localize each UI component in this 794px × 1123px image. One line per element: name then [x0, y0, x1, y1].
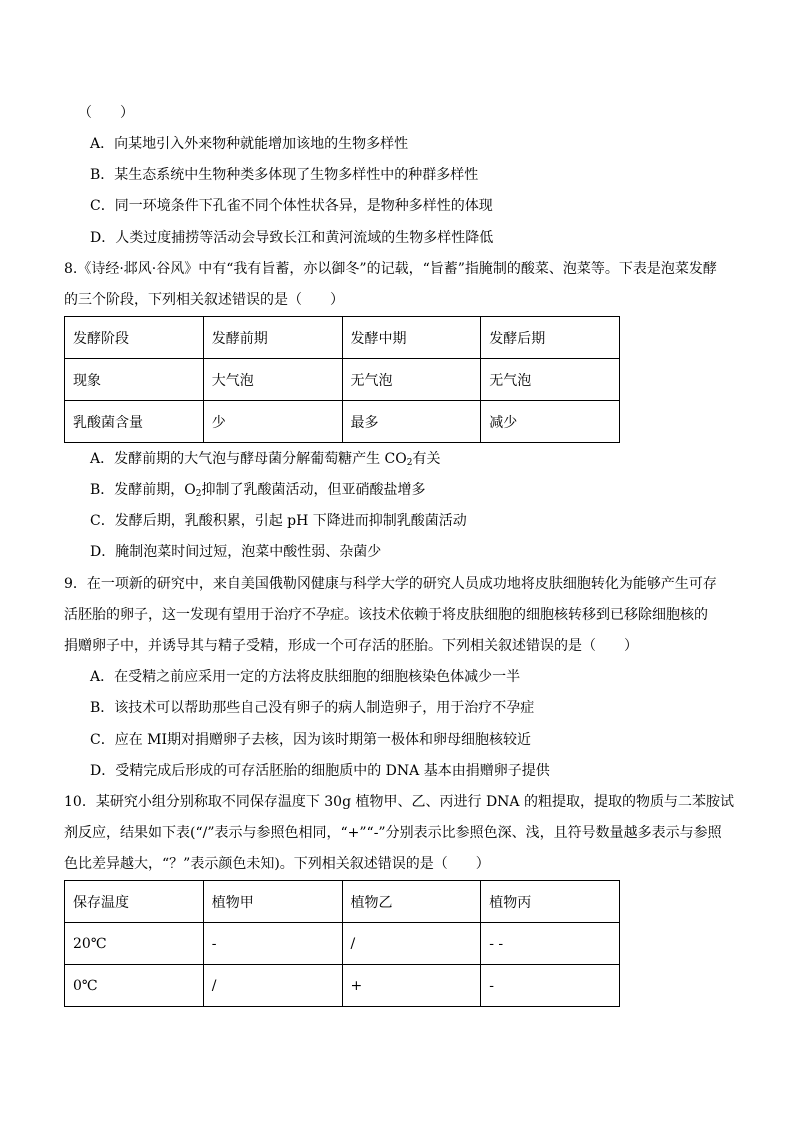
- q7-option-d: D．人类过度捕捞等活动会导致长江和黄河流域的生物多样性降低: [90, 230, 494, 246]
- table-header-cell: 发酵中期: [342, 317, 481, 359]
- table-header-row: [65, 317, 620, 359]
- q8-option-a-text: A．发酵前期的大气泡与酵母菌分解葡萄糖产生 CO: [90, 451, 407, 467]
- q8-option-a: [90, 449, 440, 469]
- table-row: [65, 965, 620, 1007]
- q8-option-a-tail: 有关: [412, 451, 441, 467]
- table-cell: 大气泡: [203, 359, 342, 401]
- subscript-2: 2: [195, 489, 202, 499]
- q8-stem-line-2: 的三个阶段，下列相关叙述错误的是（ ）: [64, 292, 344, 308]
- table-header-cell: 发酵前期: [203, 317, 342, 359]
- table-cell: 现象: [65, 359, 204, 401]
- subscript-2: 2: [406, 458, 413, 468]
- q8-option-d: D．腌制泡菜时间过短，泡菜中酸性弱、杂菌少: [90, 544, 382, 560]
- table-cell: - -: [481, 923, 620, 965]
- table-cell: 乳酸菌含量: [65, 401, 204, 443]
- q9-option-b: B．该技术可以帮助那些自己没有卵子的病人制造卵子，用于治疗不孕症: [90, 700, 535, 716]
- table-cell: -: [203, 923, 342, 965]
- q8-option-b: [90, 480, 426, 500]
- q8-option-b-tail: 抑制了乳酸菌活动，但亚硝酸盐增多: [201, 482, 426, 498]
- q7-option-b: B．某生态系统中生物种类多体现了生物多样性中的种群多样性: [90, 167, 479, 183]
- q10-stem-line-2: 剂反应，结果如下表(“/”表示与参照色相同，“+”“-”分别表示比参照色深、浅，且符号数量越多表示与参照: [64, 825, 722, 841]
- table-row: [65, 359, 620, 401]
- table-header-cell: 发酵后期: [481, 317, 620, 359]
- table-header-row: [65, 881, 620, 923]
- q9-stem-line-1: 9．在一项新的研究中，来自美国俄勒冈健康与科学大学的研究人员成功地将皮肤细胞转化为能够产生可存: [64, 576, 717, 592]
- table-header-cell: 植物甲: [203, 881, 342, 923]
- q10-stem-line-1: 10．某研究小组分别称取不同保存温度下 30g 植物甲、乙、丙进行 DNA 的粗提取，提取的物质与二苯胺试: [64, 794, 734, 810]
- q9-option-a: A．在受精之前应采用一定的方法将皮肤细胞的细胞核染色体减少一半: [90, 669, 521, 685]
- q8-option-c: C．发酵后期，乳酸积累，引起 pH 下降进而抑制乳酸菌活动: [90, 513, 467, 529]
- table-cell: 最多: [342, 401, 481, 443]
- table-header-cell: 保存温度: [65, 881, 204, 923]
- table-row: [65, 401, 620, 443]
- q9-stem-line-2: 活胚胎的卵子，这一发现有望用于治疗不孕症。该技术依赖于将皮肤细胞的细胞核转移到已移除细胞核的: [64, 607, 708, 623]
- table-header-cell: 植物乙: [342, 881, 481, 923]
- q8-option-b-text: B．发酵前期，O: [90, 482, 196, 498]
- table-cell: +: [342, 965, 481, 1007]
- table-cell: 减少: [481, 401, 620, 443]
- table-cell: 无气泡: [481, 359, 620, 401]
- table-row: [65, 923, 620, 965]
- q7-option-c: C．同一环境条件下孔雀不同个体性状各异，是物种多样性的体现: [90, 198, 493, 214]
- table-cell: 无气泡: [342, 359, 481, 401]
- table-header-cell: 发酵阶段: [65, 317, 204, 359]
- table-cell: /: [342, 923, 481, 965]
- q9-option-c: C．应在 MⅠ期对捐赠卵子去核，因为该时期第一极体和卵母细胞核较近: [90, 732, 532, 748]
- q10-stem-line-3: 色比差异越大，“？”表示颜色未知)。下列相关叙述错误的是（ ）: [64, 856, 490, 872]
- table-cell: 少: [203, 401, 342, 443]
- q7-option-a: A．向某地引入外来物种就能增加该地的生物多样性: [90, 136, 409, 152]
- table-cell: -: [481, 965, 620, 1007]
- q7-answer-paren: （ ）: [78, 105, 134, 121]
- table-header-cell: 植物丙: [481, 881, 620, 923]
- q8-stem-line-1: 8.《诗经·邶风·谷风》中有“我有旨蓄，亦以御冬”的记载，“旨蓄”指腌制的酸菜、泡菜等。下表是泡菜发酵: [64, 261, 717, 277]
- table-cell: /: [203, 965, 342, 1007]
- q9-stem-line-3: 捐赠卵子中，并诱导其与精子受精，形成一个可存活的胚胎。下列相关叙述错误的是（ ）: [64, 638, 638, 654]
- q9-option-d: D．受精完成后形成的可存活胚胎的细胞质中的 DNA 基本由捐赠卵子提供: [90, 763, 550, 779]
- table-cell: 0℃: [65, 965, 204, 1007]
- q8-fermentation-table: [64, 316, 620, 443]
- q10-temperature-table: [64, 880, 620, 1007]
- table-cell: 20℃: [65, 923, 204, 965]
